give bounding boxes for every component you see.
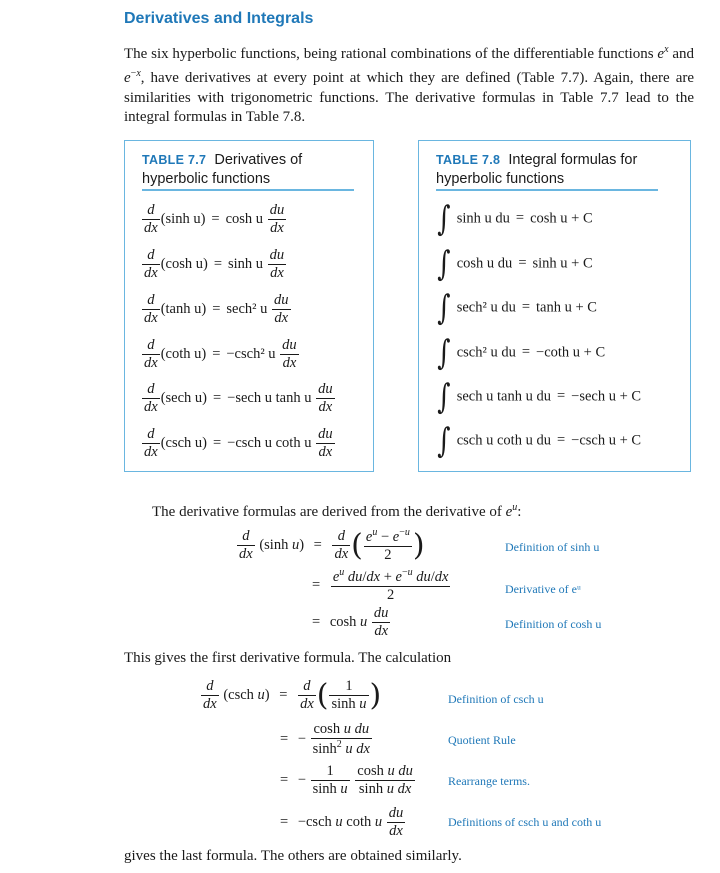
table-7-8-label: TABLE 7.8	[436, 153, 501, 167]
integral-sign: ∫	[437, 199, 451, 239]
section-heading: Derivatives and Integrals	[124, 10, 314, 27]
integral-sign: ∫	[437, 333, 451, 373]
derivation-note: Definition of cosh u	[505, 617, 602, 631]
table-7-8-row: ∫ sech u tanh u du = −sech u + C	[437, 377, 642, 417]
table-7-7-row: $\frac{d}{dx}$ (sinh u) = cosh u $\frac{du}{dx}$	[144, 202, 285, 237]
integral-sign: ∫	[437, 377, 451, 417]
table-7-7-row: $\frac{d}{dx}$ (coth u) = −csch² u $\frac{du}{dx}$	[144, 337, 297, 372]
integral-sign: ∫	[437, 244, 451, 284]
table-7-8	[418, 140, 691, 472]
table-7-8-title	[436, 151, 678, 189]
derivation-line: $\frac{d}{dx}$ (sinh u) = $\frac{d}{dx}$ ( $\frac{e^u - e^{-u}}{2}$ )	[239, 527, 425, 564]
derivation-line: = −csch u coth u $\frac{du}{dx}$	[280, 805, 404, 840]
table-7-7-row: $\frac{d}{dx}$ (csch u) = −csch u coth u $\frac{du}{dx}$	[144, 426, 333, 461]
intro-paragraph: The six hyperbolic functions, being rational combinations of the differentiable functions $e^x$ and $e^{-x}$, have derivatives at every point at which they are defined (Table 7.7). Again, there are similarities with trigonometric functions. The derivative formulas in Table 7.7 lead to the integral formulas in Table 7.8.	[124, 44, 695, 125]
derivation-line: = cosh u $\frac{du}{dx}$	[312, 605, 389, 640]
derivation-note: Definition of csch u	[448, 692, 544, 706]
derivation-note: Quotient Rule	[448, 733, 516, 747]
table-7-8-row: ∫ cosh u du = sinh u + C	[437, 244, 593, 284]
table-7-8-row: ∫ csch² u du = −coth u + C	[437, 333, 606, 373]
table-7-7-rule	[142, 189, 354, 191]
derivation-line: = $\frac{e^u du/dx + e^{-u} du/dx}{2}$	[312, 567, 449, 604]
derivation-note: Derivative of eᵘ	[505, 582, 581, 596]
table-7-7-row: $\frac{d}{dx}$ (cosh u) = sinh u $\frac{du}{dx}$	[144, 247, 285, 282]
table-7-8-row: ∫ sech² u du = tanh u + C	[437, 288, 597, 328]
table-7-8-caption: Integral formulas for hyperbolic functions	[436, 152, 638, 187]
derivation-line: $\frac{d}{dx}$ (csch u) = $\frac{d}{dx}$ ( $\frac{1}{\text{sinh u}}$ )	[203, 677, 382, 713]
derivation-note: Rearrange terms.	[448, 774, 530, 788]
table-7-7-row: $\frac{d}{dx}$ (sech u) = −sech u tanh u $\frac{du}{dx}$	[144, 381, 333, 416]
table-7-8-row: ∫ csch u coth u du = −csch u + C	[437, 421, 642, 461]
integral-sign: ∫	[437, 421, 451, 461]
derivation-intro: The derivative formulas are derived from the derivative of $e^u$:	[152, 502, 522, 520]
table-7-7-label: TABLE 7.7	[142, 153, 207, 167]
derivation-line: = − $\frac{1}{\text{sinh u}}$ $\frac{\text{cosh u du}}{\text{sinh u dx}}$	[280, 763, 413, 798]
derivation-line: = − $\frac{\text{cosh u du}}{\sinh^2 u dx}$	[280, 721, 370, 758]
table-7-7-title	[142, 151, 361, 189]
derivation-note: Definitions of csch u and coth u	[448, 815, 602, 829]
table-7-8-row: ∫ sinh u du = cosh u + C	[437, 199, 593, 239]
derivation-note: Definition of sinh u	[505, 540, 600, 554]
table-7-7-caption: Derivatives of hyperbolic functions	[142, 152, 303, 187]
derivation-transition: This gives the first derivative formula. The calculation	[124, 650, 452, 666]
table-7-7	[124, 140, 374, 472]
table-7-8-rule	[436, 189, 658, 191]
derivation-conclusion: gives the last formula. The others are obtained similarly.	[124, 848, 462, 864]
integral-sign: ∫	[437, 288, 451, 328]
table-7-7-row: $\frac{d}{dx}$ (tanh u) = sech² u $\frac{du}{dx}$	[144, 292, 289, 327]
